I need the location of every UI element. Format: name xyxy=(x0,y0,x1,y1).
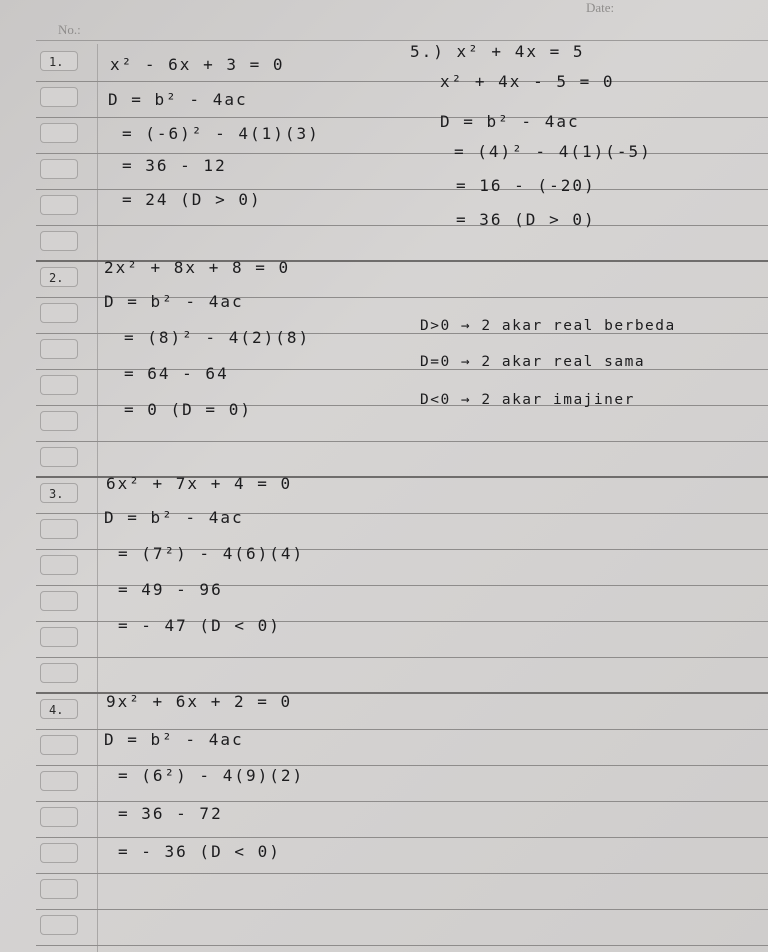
number-box xyxy=(40,843,78,863)
row xyxy=(0,190,768,226)
number-box xyxy=(40,915,78,935)
number-box xyxy=(40,159,78,179)
p4-step: = 36 - 72 xyxy=(118,804,223,823)
number-box xyxy=(40,735,78,755)
p3-step: = 49 - 96 xyxy=(118,580,223,599)
number-box xyxy=(40,771,78,791)
row xyxy=(0,658,768,694)
row xyxy=(0,118,768,154)
number-box xyxy=(40,87,78,107)
p1-formula: D = b² - 4ac xyxy=(108,90,248,109)
p5-formula: D = b² - 4ac xyxy=(440,112,580,131)
number-box: 2. xyxy=(40,267,78,287)
rule-positive: D>0 → 2 akar real berbeda xyxy=(420,318,676,334)
p3-equation: 6x² + 7x + 4 = 0 xyxy=(106,474,293,493)
number-box xyxy=(40,807,78,827)
row xyxy=(0,838,768,874)
number-box xyxy=(40,195,78,215)
p2-result: = 0 (D = 0) xyxy=(124,400,252,419)
rule-negative: D<0 → 2 akar imajiner xyxy=(420,392,635,408)
p4-formula: D = b² - 4ac xyxy=(104,730,244,749)
number-box: 4. xyxy=(40,699,78,719)
header-rule xyxy=(36,40,768,41)
p5-result: = 36 (D > 0) xyxy=(456,210,596,229)
row xyxy=(0,766,768,802)
row xyxy=(0,334,768,370)
rule-zero: D=0 → 2 akar real sama xyxy=(420,354,646,370)
p5-equation: 5.) x² + 4x = 5 xyxy=(410,42,585,61)
row xyxy=(0,226,768,262)
row xyxy=(0,802,768,838)
number-box xyxy=(40,555,78,575)
number-box: 1. xyxy=(40,51,78,71)
row xyxy=(0,550,768,586)
no-label: No.: xyxy=(58,22,81,37)
number-box xyxy=(40,231,78,251)
row xyxy=(0,622,768,658)
row xyxy=(0,910,768,946)
row xyxy=(0,154,768,190)
number-box xyxy=(40,879,78,899)
p2-step: = 64 - 64 xyxy=(124,364,229,383)
number-box xyxy=(40,447,78,467)
p5-standard-form: x² + 4x - 5 = 0 xyxy=(440,72,615,91)
p4-equation: 9x² + 6x + 2 = 0 xyxy=(106,692,293,711)
p1-step: = 36 - 12 xyxy=(122,156,227,175)
number-box xyxy=(40,591,78,611)
number-box xyxy=(40,411,78,431)
row xyxy=(0,586,768,622)
number-box xyxy=(40,663,78,683)
p3-formula: D = b² - 4ac xyxy=(104,508,244,527)
p2-substitution: = (8)² - 4(2)(8) xyxy=(124,328,311,347)
number-box xyxy=(40,303,78,323)
p1-substitution: = (-6)² - 4(1)(3) xyxy=(122,124,320,143)
row xyxy=(0,370,768,406)
number-box xyxy=(40,375,78,395)
p4-substitution: = (6²) - 4(9)(2) xyxy=(118,766,305,785)
row xyxy=(0,406,768,442)
p2-equation: 2x² + 8x + 8 = 0 xyxy=(104,258,291,277)
p2-formula: D = b² - 4ac xyxy=(104,292,244,311)
row xyxy=(0,442,768,478)
number-box xyxy=(40,339,78,359)
date-label: Date: xyxy=(586,0,615,15)
p5-substitution: = (4)² - 4(1)(-5) xyxy=(454,142,652,161)
number-box xyxy=(40,123,78,143)
p3-result: = - 47 (D < 0) xyxy=(118,616,281,635)
number-box xyxy=(40,519,78,539)
row xyxy=(0,874,768,910)
p5-step: = 16 - (-20) xyxy=(456,176,596,195)
p3-substitution: = (7²) - 4(6)(4) xyxy=(118,544,305,563)
p4-result: = - 36 (D < 0) xyxy=(118,842,281,861)
p1-result: = 24 (D > 0) xyxy=(122,190,262,209)
p1-equation: x² - 6x + 3 = 0 xyxy=(110,55,285,74)
number-box: 3. xyxy=(40,483,78,503)
number-box xyxy=(40,627,78,647)
